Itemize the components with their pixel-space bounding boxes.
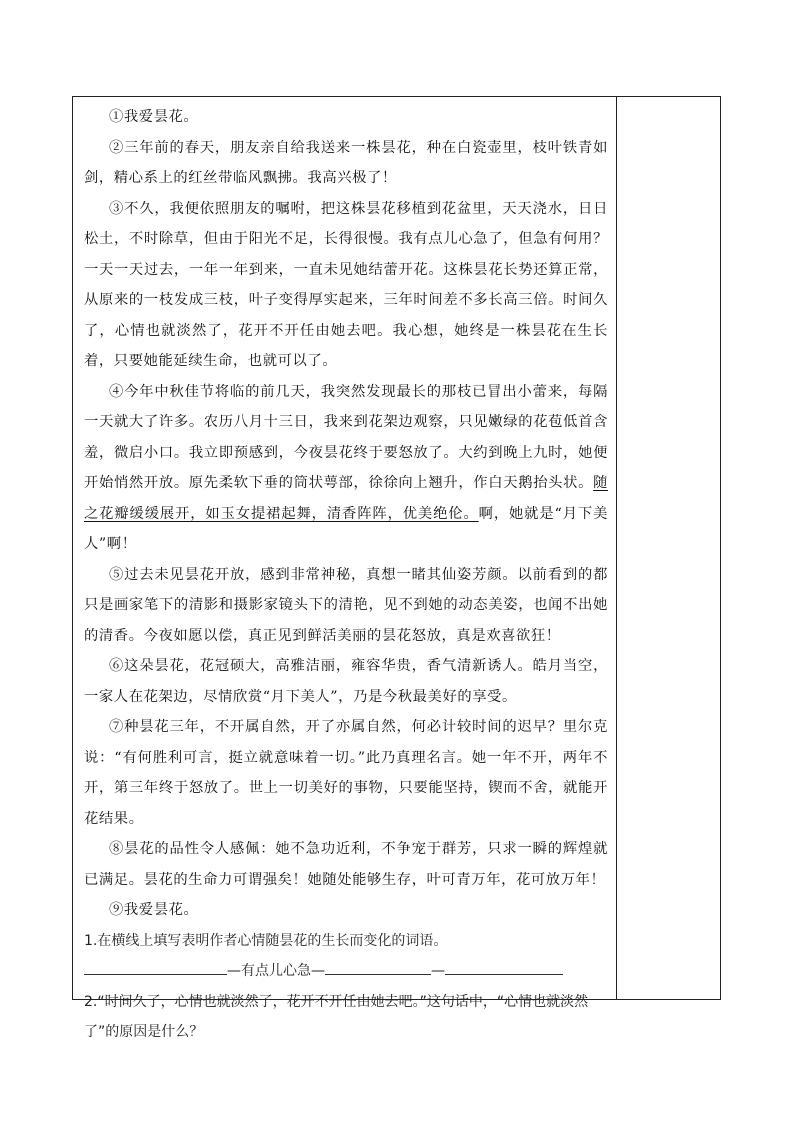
paragraph-8: ⑧昙花的品性令人感佩：她不急功近利，不争宠于群芳，只求一瞬的辉煌就已满足。昙花的生命力可谓强矣！她随处能够生存，叶可青万年，花可放万年！ (84, 841, 608, 888)
worksheet-table (72, 96, 721, 1040)
question-1: 1.在横线上填写表明作者心情随昙花的生长而变化的词语。 (84, 932, 448, 949)
answer-blank-1[interactable] (84, 958, 227, 975)
underlined-sentence: 随之花瓣缓缓展开，如玉女提裙起舞，清香阵阵，优美绝伦。 (84, 475, 608, 522)
paragraph-9: ⑨我爱昙花。 (109, 902, 199, 918)
paragraph-4-text-a: ④今年中秋佳节将临的前几天，我突然发现最长的那枝已冒出小蕾来，每隔一天就大了许多。农历八月十三日，我来到花架边观察，只见嫩绿的花苞低首含羞，微启小口。我立即预感到，今夜昙花终于要怒放了。大约到晚上九时，她便开始悄然开放。原先柔软下垂的筒状萼部，徐徐向上翘升，作白天鹅抬头状。 (84, 383, 608, 491)
dash-2: — (311, 963, 325, 979)
paragraph-1: ①我爱昙花。 (109, 109, 199, 125)
column-divider (616, 97, 617, 999)
paragraph-5: ⑤过去未见昙花开放，感到非常神秘，真想一睹其仙姿芳颜。以前看到的都只是画家笔下的清影和摄影家镜头下的清艳，见不到她的动态美姿，也闻不出她的清香。今夜如愿以偿，真正见到鲜活美丽的昙花怒放，真是欢喜欲狂！ (84, 566, 608, 644)
paragraph-6: ⑥这朵昙花，花冠硕大，高雅洁丽，雍容华贵，香气清新诱人。皓月当空，一家人在花架边，尽情欣赏“月下美人”，乃是今秋最美好的享受。 (84, 658, 608, 705)
dash-3: — (431, 963, 445, 979)
paragraph-7: ⑦种昙花三年，不开属自然，开了亦属自然，何必计较时间的迟早？里尔克说：“有何胜利可言，挺立就意味着一切。”此乃真理名言。她一年不开，两年不开，第三年终于怒放了。世上一切美好的事物，只要能坚持，锲而不舍，就能开花结果。 (84, 719, 608, 827)
answer-blank-3[interactable] (445, 958, 563, 975)
paragraph-4 (84, 377, 608, 560)
paragraph-2: ②三年前的春天，朋友亲自给我送来一株昙花，种在白瓷壶里，枝叶铁青如剑，精心系上的红丝带临风飘拂。我高兴极了！ (84, 139, 608, 186)
reading-cell (73, 97, 616, 1040)
paragraph-3: ③不久，我便依照朋友的嘱咐，把这株昙花移植到花盆里，天天浇水，日日松土，不时除草，但由于阳光不足，长得很慢。我有点儿心急了，但急有何用？一天一天过去，一年一年到来，一直未见她结蕾开花。这株昙花长势还算正常，从原来的一枝发成三枝，叶子变得厚实起来，三年时间差不多长高三倍。时间久了，心情也就淡然了，花开不开任由她去吧。我心想，她终是一株昙花在生长着，只要她能延续生命，也就可以了。 (84, 200, 608, 369)
answer-blank-2[interactable] (325, 958, 431, 975)
paragraph-4-text-b: 啊，她就是“月下美人”啊！ (84, 505, 608, 552)
dash-1: — (227, 963, 241, 979)
question-2: 2.“时间久了，心情也就淡然了，花开不开任由她去吧。”这句话中，“心情也就淡然了”的原因是什么？ (84, 993, 589, 1040)
question-1-blanks (84, 956, 608, 987)
given-word: 有点儿心急 (241, 963, 311, 979)
